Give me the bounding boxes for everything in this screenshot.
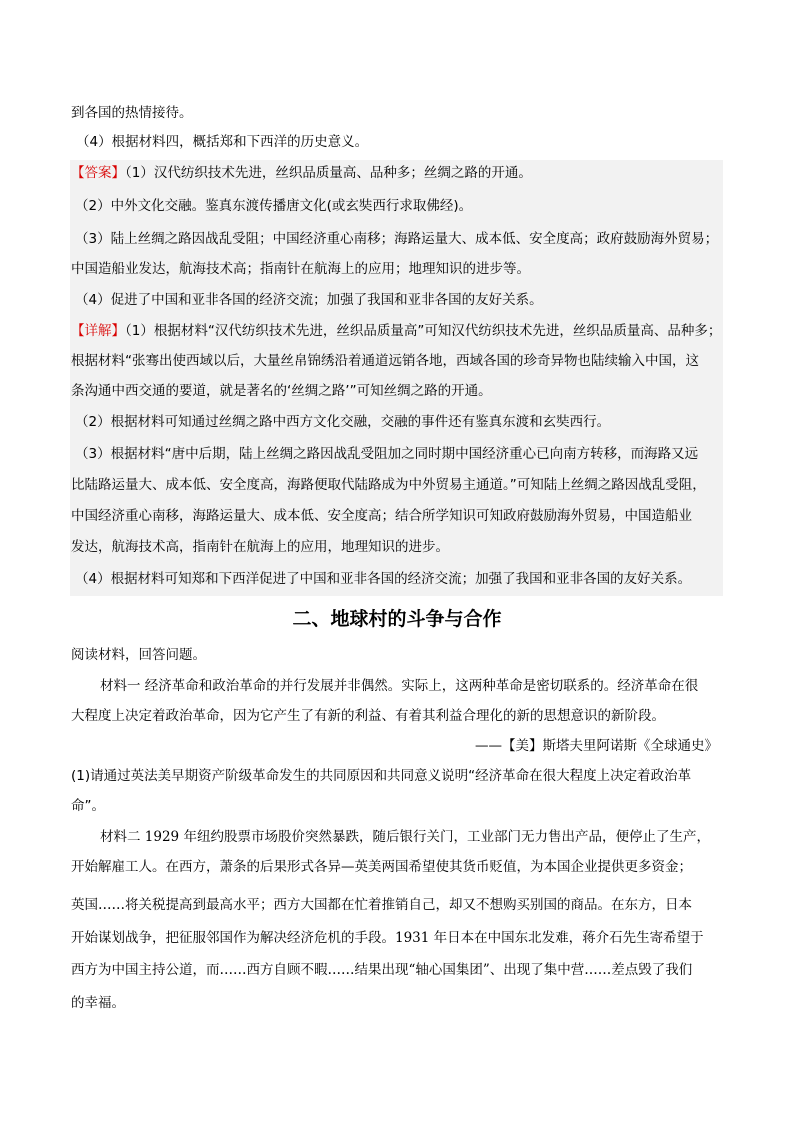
detail-label: 【详解】	[71, 323, 125, 339]
material-2-line-2: 开始解雇工人。在西方，萧条的后果形式各异—英美两国希望使其货币贬值，为本国企业提供更多资金；	[71, 859, 692, 875]
answer-explanation-block	[70, 160, 723, 596]
material-1-source: ——【美】斯塔夫里阿诺斯《全球通史》	[475, 738, 718, 754]
answer-line-2: （2）中外文化交融。鉴真东渡传播唐文化(或玄奘西行求取佛经)。	[75, 198, 473, 214]
material-2-line-1: 材料二 1929 年纽约股票市场股价突然暴跌，随后银行关门，工业部门无力售出产品，便停止了生产，	[100, 829, 710, 845]
material-2-line-4: 开始谋划战争，把征服邻国作为解决经济危机的手段。1931 年日本在中国东北发难，蒋介石先生寄希望于	[71, 930, 704, 946]
material-1-line-1: 材料一 经济革命和政治革命的并行发展并非偶然。实际上，这两种革命是密切联系的。经济革命在很	[100, 678, 699, 694]
detail-line-1c: 条沟通中西交通的要道，就是著名的‘丝绸之路’”可知丝绸之路的开通。	[71, 383, 492, 399]
detail-line-2: （2）根据材料可知通过丝绸之路中西方文化交融，交融的事件还有鉴真东渡和玄奘西行。	[75, 414, 611, 430]
detail-line-1b: 根据材料“张骞出使西域以后，大量丝帛锦绣沿着通道远销各地，西域各国的珍奇异物也陆续输入中国，这	[71, 353, 699, 369]
text-continuation: 到各国的热情接待。	[71, 105, 193, 121]
material-2-line-6: 的幸福。	[71, 995, 125, 1011]
answer-line-3a: （3）陆上丝绸之路因战乱受阻；中国经济重心南移；海路运量大、成本低、安全度高；政府鼓励海外贸易；	[75, 231, 719, 247]
section-intro: 阅读材料，回答问题。	[71, 647, 206, 663]
material-2-line-3: 英国……将关税提高到最高水平；西方大国都在忙着推销自己，却又不想购买别国的商品。在东方，日本	[71, 897, 692, 913]
detail-line-3c: 中国经济重心南移，海路运量大、成本低、安全度高；结合所学知识可知政府鼓励海外贸易，中国造船业	[71, 508, 692, 524]
answer-label: 【答案】	[71, 165, 125, 181]
material-2-line-5: 西方为中国主持公道，而……西方自顾不暇……结果出现“轴心国集团”、出现了集中营……差点毁了我们	[71, 962, 693, 978]
detail-line-4: （4）根据材料可知郑和下西洋促进了中国和亚非各国的经济交流；加强了我国和亚非各国的友好关系。	[75, 571, 692, 587]
detail-line-3d: 发达，航海技术高，指南针在航海上的应用，地理知识的进步。	[71, 539, 449, 555]
question-1-line-2: 命”。	[71, 798, 105, 814]
answer-line-1: 【答案】（1）汉代纺织技术先进，丝织品质量高、品种多；丝绸之路的开通。	[71, 165, 532, 181]
detail-line-1a: 【详解】（1）根据材料“汉代纺织技术先进，丝织品质量高”可知汉代纺织技术先进，丝织品质量高、品种多；	[71, 323, 722, 339]
section-heading: 二、地球村的斗争与合作	[292, 608, 502, 630]
answer-line-4: （4）促进了中国和亚非各国的经济交流；加强了我国和亚非各国的友好关系。	[75, 292, 543, 308]
question-4: （4）根据材料四，概括郑和下西洋的历史意义。	[76, 134, 369, 150]
answer-line-3b: 中国造船业发达，航海技术高；指南针在航海上的应用；地理知识的进步等。	[71, 261, 530, 277]
question-1-line-1: (1)请通过英法美早期资产阶级革命发生的共同原因和共同意义说明“经济革命在很大程度上决定着政治革	[71, 768, 692, 784]
material-1-line-2: 大程度上决定着政治革命，因为它产生了有新的利益、有着其利益合理化的新的思想意识的新阶段。	[71, 708, 665, 724]
detail-line-3a: （3）根据材料“唐中后期，陆上丝绸之路因战乱受阻加之同时期中国经济重心已向南方转移，而海路又远	[75, 446, 699, 462]
detail-line-3b: 比陆路运量大、成本低、安全度高，海路便取代陆路成为中外贸易主通道。”可知陆上丝绸之路因战乱受阻，	[71, 477, 706, 493]
